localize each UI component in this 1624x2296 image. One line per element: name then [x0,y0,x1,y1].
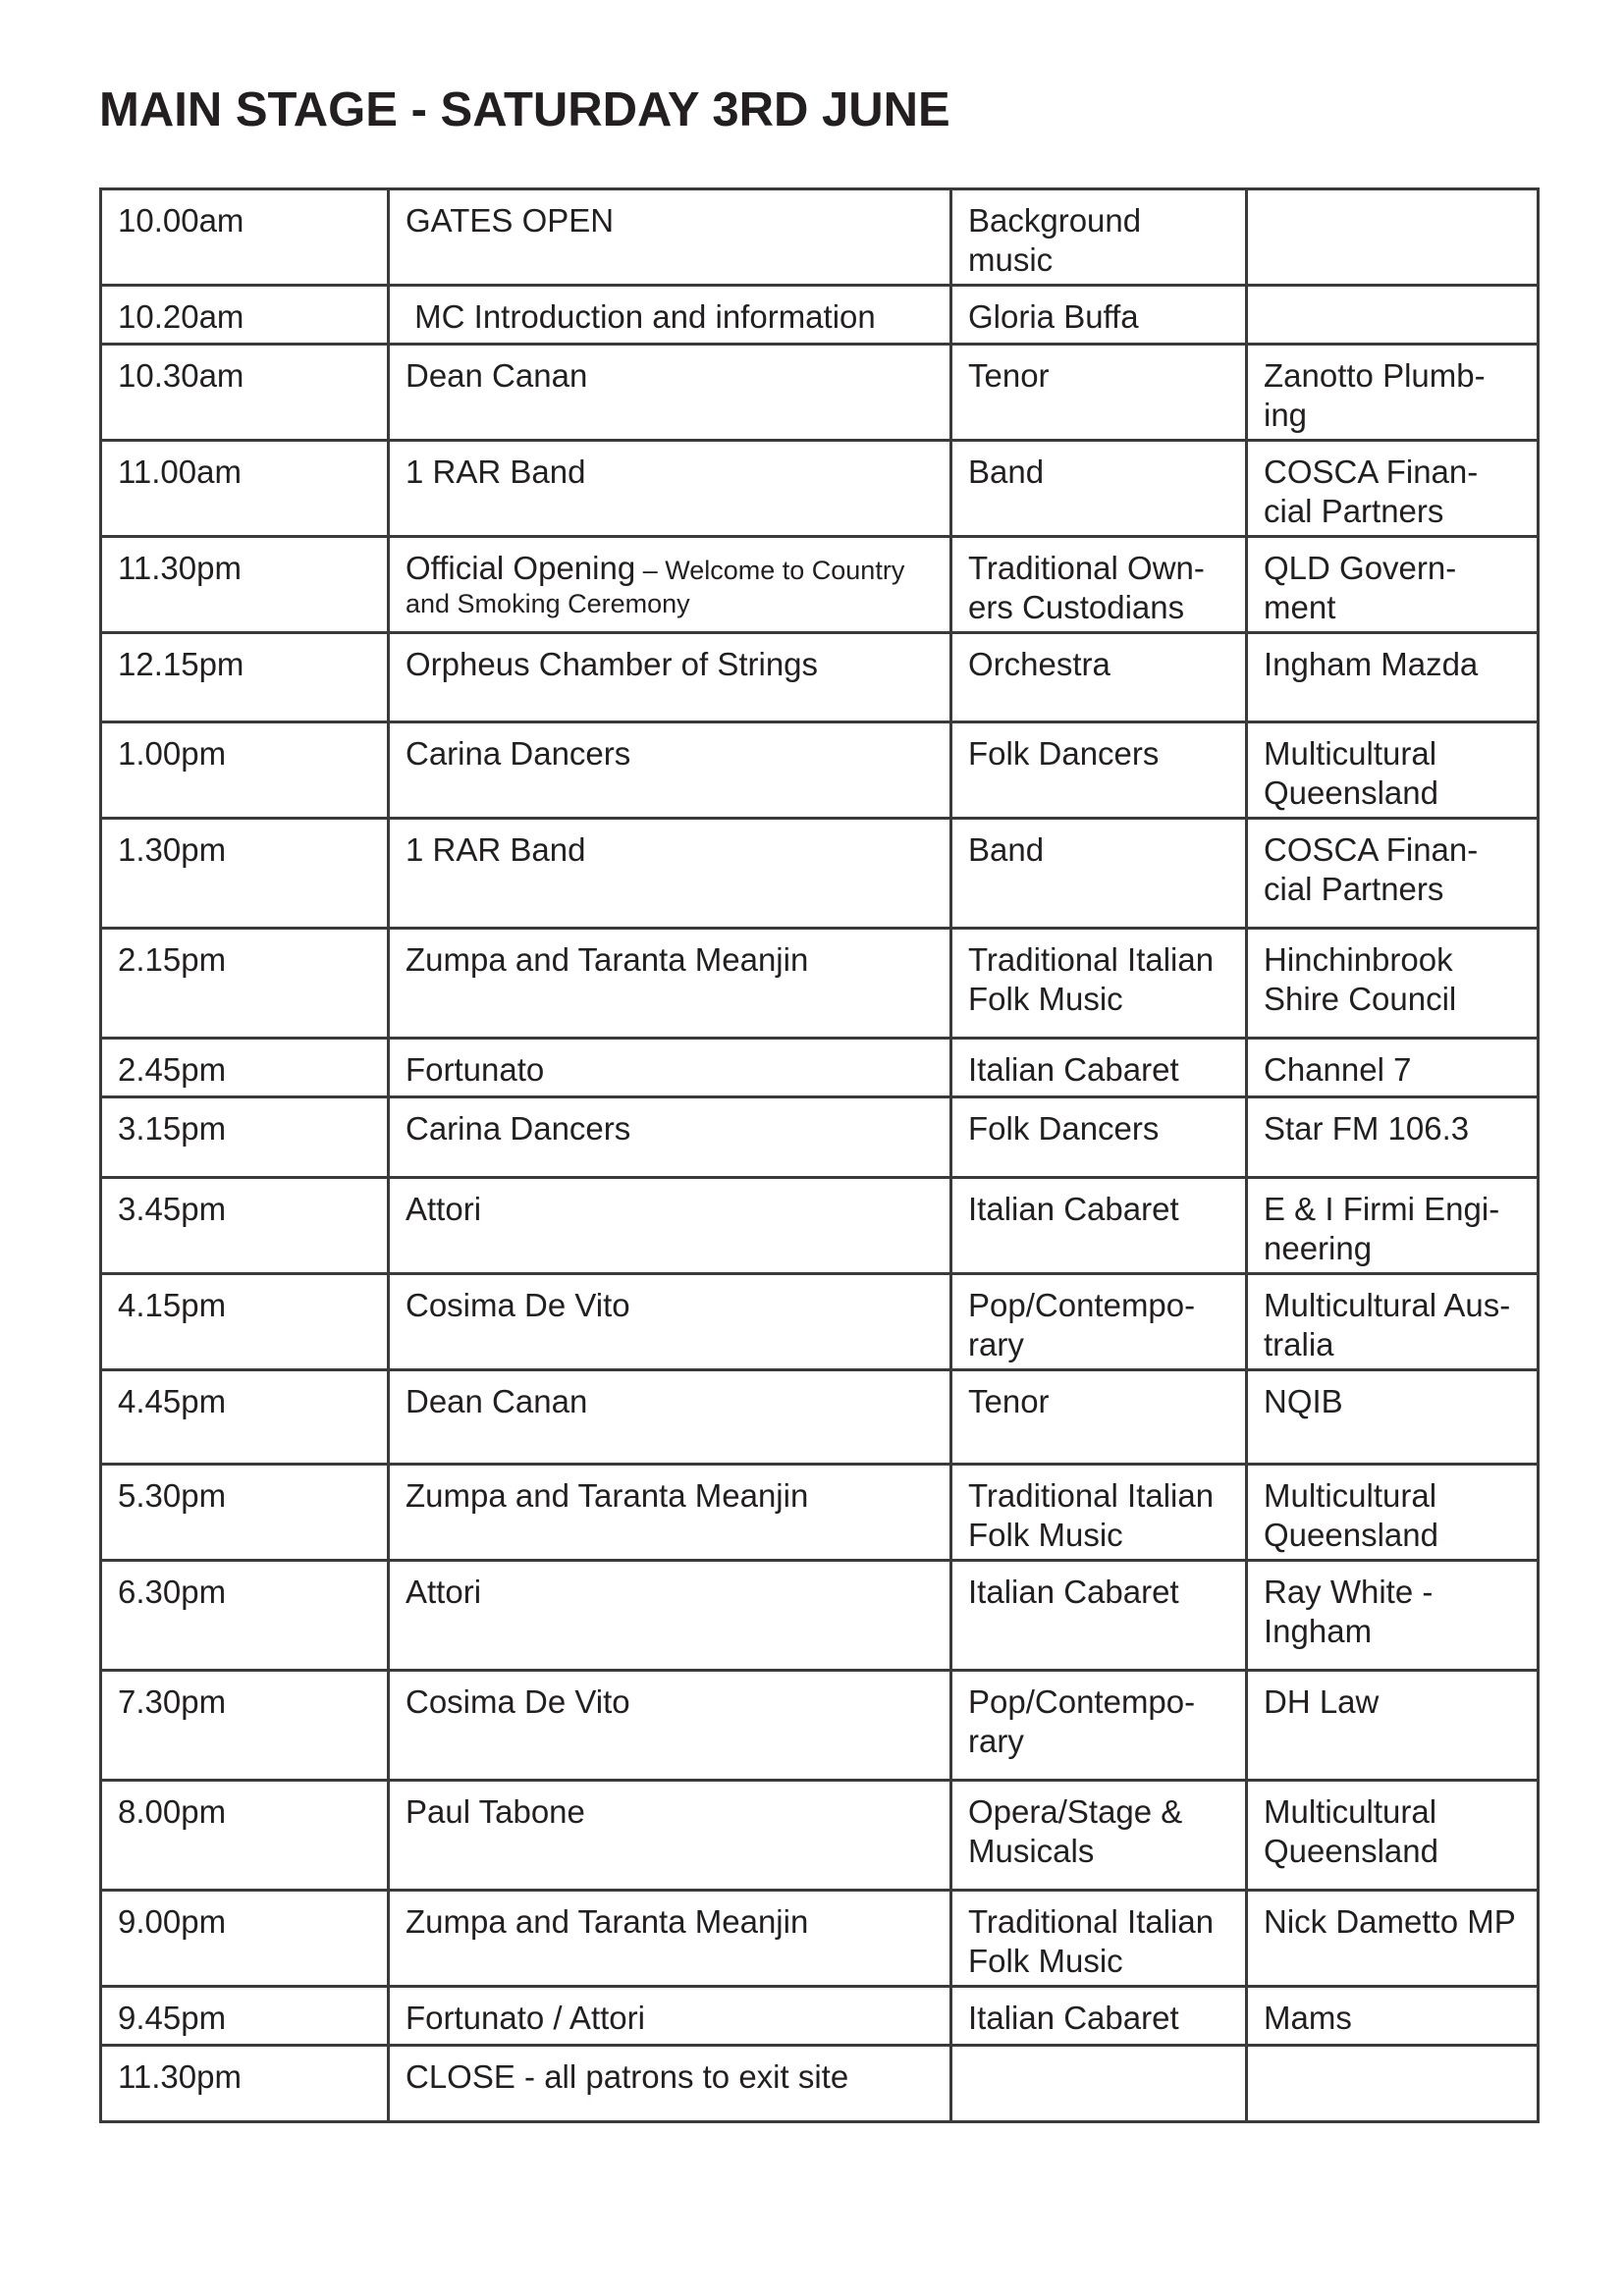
time-cell: 7.30pm [101,1671,389,1781]
table-row [101,2046,1539,2122]
act-note: – Welcome to Country [635,556,905,585]
sponsor-cell [1247,1987,1539,2046]
genre-cell [951,819,1247,929]
cell-text-line: Traditional Italian [968,1903,1215,1940]
sponsor-cell [1247,345,1539,441]
table-row [101,1781,1539,1891]
act-cell: Dean Canan [389,1370,951,1465]
time-cell: 4.45pm [101,1370,389,1465]
cell-text-line: Traditional Italian [968,941,1215,978]
cell-text-line: cial Partners [1264,871,1444,907]
cell-text-line: Zanotto Plumb- [1264,357,1486,394]
schedule-table [99,187,1540,2123]
sponsor-cell [1247,633,1539,722]
page-title: MAIN STAGE - SATURDAY 3RD JUNE [99,83,950,136]
cell-text-line: Shire Council [1264,981,1457,1017]
genre-cell [951,1781,1247,1891]
genre-cell [951,189,1247,286]
time-cell: 6.30pm [101,1561,389,1671]
sponsor-cell [1247,1039,1539,1097]
cell-text-line: Queensland [1264,774,1438,811]
cell-text-line: ers Custodians [968,589,1185,625]
sponsor-cell [1247,1781,1539,1891]
table-row [101,1178,1539,1274]
sponsor-cell [1247,286,1539,345]
cell-text-line: Hinchinbrook [1264,941,1453,978]
cell-text-line: Italian Cabaret [968,2000,1179,2036]
act-cell: GATES OPEN [389,189,951,286]
table-row [101,1891,1539,1987]
genre-cell [951,1274,1247,1370]
act-cell: Fortunato / Attori [389,1987,951,2046]
genre-cell [951,345,1247,441]
cell-text-line: rary [968,1723,1024,1759]
cell-text-line: Tenor [968,357,1050,394]
act-cell: Paul Tabone [389,1781,951,1891]
act-cell: Attori [389,1561,951,1671]
cell-text-line: Folk Music [968,1517,1123,1553]
cell-text-line: Folk Music [968,981,1123,1017]
act-cell: Dean Canan [389,345,951,441]
cell-text-line: Italian Cabaret [968,1051,1179,1088]
cell-text-line: Band [968,831,1045,868]
genre-cell [951,441,1247,537]
table-row [101,286,1539,345]
cell-text-line: Multicultural [1264,1793,1437,1830]
time-cell: 10.00am [101,189,389,286]
cell-text-line: ment [1264,589,1336,625]
table-row [101,189,1539,286]
table-row [101,1039,1539,1097]
genre-cell [951,1891,1247,1987]
act-cell: Attori [389,1178,951,1274]
time-cell: 2.15pm [101,929,389,1039]
cell-text-line: cial Partners [1264,493,1444,529]
cell-text-line: Channel 7 [1264,1051,1412,1088]
cell-text-line: Multicultural [1264,1477,1437,1514]
table-row [101,1671,1539,1781]
act-cell: MC Introduction and information [389,286,951,345]
sponsor-cell [1247,2046,1539,2122]
cell-text-line: Folk Dancers [968,735,1160,772]
time-cell: 10.30am [101,345,389,441]
cell-text-line: Traditional Italian [968,1477,1215,1514]
genre-cell [951,1097,1247,1178]
act-cell: Cosima De Vito [389,1274,951,1370]
cell-text-line: Queensland [1264,1833,1438,1869]
act-cell: 1 RAR Band [389,441,951,537]
cell-text-line: rary [968,1326,1024,1362]
sponsor-cell [1247,819,1539,929]
table-row [101,1561,1539,1671]
sponsor-cell [1247,1671,1539,1781]
time-cell: 2.45pm [101,1039,389,1097]
cell-text-line: Multicultural [1264,735,1437,772]
time-cell: 3.45pm [101,1178,389,1274]
cell-text-line: Gloria Buffa [968,298,1139,335]
cell-text-line: Ingham [1264,1613,1373,1649]
sponsor-cell [1247,1465,1539,1561]
time-cell: 5.30pm [101,1465,389,1561]
cell-text-line: Folk Music [968,1943,1123,1979]
cell-text-line: Pop/Contempo- [968,1683,1196,1720]
time-cell: 9.45pm [101,1987,389,2046]
cell-text-line: Folk Dancers [968,1110,1160,1147]
table-row [101,537,1539,633]
sponsor-cell [1247,929,1539,1039]
table-row [101,1987,1539,2046]
act-cell: Zumpa and Taranta Meanjin [389,929,951,1039]
time-cell: 11.30pm [101,2046,389,2122]
cell-text-line: DH Law [1264,1683,1380,1720]
cell-text-line: Opera/Stage & [968,1793,1183,1830]
cell-text-line: neering [1264,1230,1373,1266]
genre-cell [951,286,1247,345]
cell-text-line: Star FM 106.3 [1264,1110,1470,1147]
genre-cell [951,1561,1247,1671]
cell-text-line: Orchestra [968,646,1110,682]
genre-cell [951,2046,1247,2122]
time-cell: 12.15pm [101,633,389,722]
act-cell: CLOSE - all patrons to exit site [389,2046,951,2122]
genre-cell [951,1465,1247,1561]
cell-text-line: Ingham Mazda [1264,646,1479,682]
time-cell: 8.00pm [101,1781,389,1891]
act-cell: Carina Dancers [389,722,951,819]
sponsor-cell [1247,441,1539,537]
cell-text-line: Multicultural Aus- [1264,1287,1511,1323]
genre-cell [951,1039,1247,1097]
cell-text-line: NQIB [1264,1383,1343,1419]
table-row [101,633,1539,722]
sponsor-cell [1247,1370,1539,1465]
cell-text-line: Queensland [1264,1517,1438,1553]
time-cell: 10.20am [101,286,389,345]
time-cell: 11.30pm [101,537,389,633]
cell-text-line: Pop/Contempo- [968,1287,1196,1323]
cell-text-line: Ray White - [1264,1574,1434,1610]
act-cell [389,537,951,633]
cell-text-line: tralia [1264,1326,1334,1362]
act-cell: Cosima De Vito [389,1671,951,1781]
cell-text-line: Italian Cabaret [968,1191,1179,1227]
table-row [101,722,1539,819]
cell-text-line: Traditional Own- [968,550,1205,586]
table-row [101,1465,1539,1561]
sponsor-cell [1247,722,1539,819]
cell-text-line: Italian Cabaret [968,1574,1179,1610]
sponsor-cell [1247,1274,1539,1370]
genre-cell [951,1987,1247,2046]
table-row [101,1370,1539,1465]
cell-text-line: Background [968,202,1142,239]
cell-text-line: E & I Firmi Engi- [1264,1191,1500,1227]
sponsor-cell [1247,189,1539,286]
genre-cell [951,633,1247,722]
act-cell: Carina Dancers [389,1097,951,1178]
act-cell: Zumpa and Taranta Meanjin [389,1891,951,1987]
act-title: Official Opening [406,550,636,586]
genre-cell [951,1370,1247,1465]
schedule-body [101,189,1539,2122]
sponsor-cell [1247,1891,1539,1987]
cell-text-line: Nick Dametto MP [1264,1903,1516,1940]
time-cell: 1.30pm [101,819,389,929]
sponsor-cell [1247,1178,1539,1274]
time-cell: 11.00am [101,441,389,537]
act-cell: Fortunato [389,1039,951,1097]
cell-text-line: Musicals [968,1833,1095,1869]
genre-cell [951,1178,1247,1274]
cell-text-line: COSCA Finan- [1264,831,1479,868]
act-note-continued: and Smoking Ceremony [406,589,690,618]
genre-cell [951,537,1247,633]
time-cell: 3.15pm [101,1097,389,1178]
table-row [101,1274,1539,1370]
cell-text-line: Band [968,454,1045,490]
act-cell: 1 RAR Band [389,819,951,929]
table-row [101,929,1539,1039]
time-cell: 4.15pm [101,1274,389,1370]
time-cell: 9.00pm [101,1891,389,1987]
genre-cell [951,1671,1247,1781]
genre-cell [951,722,1247,819]
act-cell: Zumpa and Taranta Meanjin [389,1465,951,1561]
table-row [101,1097,1539,1178]
cell-text-line: ing [1264,397,1308,433]
genre-cell [951,929,1247,1039]
cell-text-line: QLD Govern- [1264,550,1457,586]
sponsor-cell [1247,1097,1539,1178]
sponsor-cell [1247,537,1539,633]
cell-text-line: Tenor [968,1383,1050,1419]
sponsor-cell [1247,1561,1539,1671]
table-row [101,345,1539,441]
time-cell: 1.00pm [101,722,389,819]
cell-text-line: music [968,241,1054,278]
act-cell: Orpheus Chamber of Strings [389,633,951,722]
cell-text-line: Mams [1264,2000,1352,2036]
table-row [101,819,1539,929]
table-row [101,441,1539,537]
cell-text-line: COSCA Finan- [1264,454,1479,490]
